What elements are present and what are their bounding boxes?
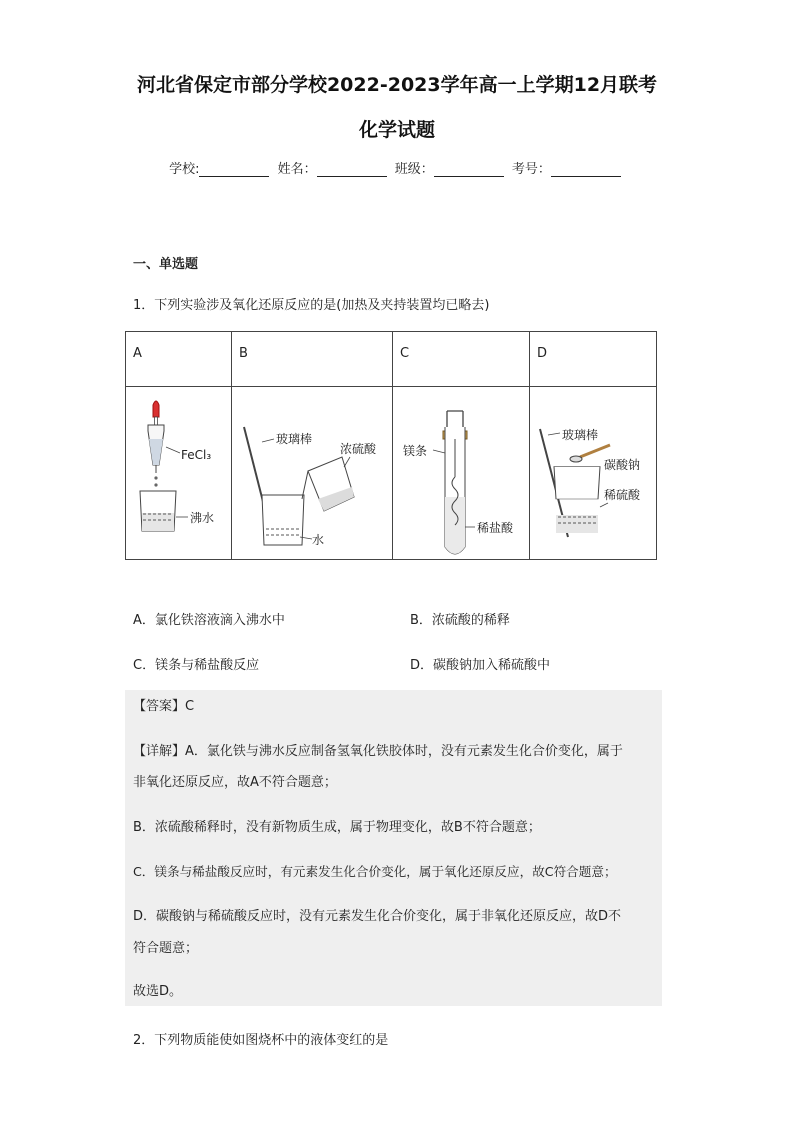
- label-magnesium-ribbon: 镁条: [403, 444, 428, 458]
- apparatus-table: [125, 331, 657, 560]
- header-cell-b: B: [232, 332, 393, 387]
- carbonate-acid-diagram: [530, 387, 656, 555]
- detail-line-7: 故选D。: [133, 984, 183, 999]
- dropper-beaker-diagram: [126, 387, 231, 555]
- label-water: 水: [312, 533, 325, 547]
- field-school-blank[interactable]: [199, 162, 269, 177]
- option-a[interactable]: A．氯化铁溶液滴入沸水中: [133, 613, 285, 628]
- option-b[interactable]: B．浓硫酸的稀释: [410, 613, 510, 628]
- field-number-label: 考号：: [511, 162, 551, 177]
- field-school-label: 学校:: [169, 162, 200, 177]
- option-c[interactable]: C．镁条与稀盐酸反应: [133, 658, 260, 673]
- detail-line-1: 【详解】A．氯化铁与沸水反应制备氢氧化铁胶体时，没有元素发生化合价变化，属于: [133, 744, 623, 759]
- detail-line-6: 符合题意；: [133, 941, 199, 956]
- figure-b: [232, 387, 393, 560]
- label-fecl3: FeCl₃: [181, 448, 212, 462]
- answer-line: 【答案】C: [133, 699, 195, 714]
- label-dilute-hcl: 稀盐酸: [477, 521, 514, 535]
- question1-stem: 1．下列实验涉及氧化还原反应的是(加热及夹持装置均已略去): [133, 298, 490, 313]
- dilution-diagram: [232, 387, 392, 555]
- detail-line-2: 非氧化还原反应，故A不符合题意；: [133, 775, 337, 790]
- option-d[interactable]: D．碳酸钠加入稀硫酸中: [410, 658, 551, 673]
- field-class-blank[interactable]: [434, 162, 504, 177]
- student-info-fields: [0, 158, 794, 177]
- question2-stem: 2．下列物质能使如图烧杯中的液体变红的是: [133, 1033, 389, 1048]
- detail-line-5: D．碳酸钠与稀硫酸反应时，没有元素发生化合价变化，属于非氧化还原反应，故D不: [133, 909, 622, 924]
- section-title: 一、单选题: [133, 257, 199, 272]
- label-boiling-water: 沸水: [190, 511, 215, 525]
- figure-c: [393, 387, 530, 560]
- label-glass-rod-d: 玻璃棒: [562, 428, 599, 442]
- field-class-label: 班级：: [394, 162, 434, 177]
- detail-line-4: C．镁条与稀盐酸反应时，有元素发生化合价变化，属于氧化还原反应，故C符合题意；: [133, 864, 617, 879]
- label-dilute-sulfuric-acid: 稀硫酸: [604, 488, 641, 502]
- label-glass-rod-b: 玻璃棒: [276, 432, 313, 446]
- exam-title-line2: 化学试题: [358, 119, 435, 141]
- header-cell-a: A: [126, 332, 232, 387]
- figure-a: [126, 387, 232, 560]
- exam-title-line1: 河北省保定市部分学校2022-2023学年高一上学期12月联考: [136, 74, 658, 96]
- header-cell-d: D: [530, 332, 657, 387]
- field-number-blank[interactable]: [551, 162, 621, 177]
- label-conc-sulfuric-acid: 浓硫酸: [340, 442, 377, 456]
- label-sodium-carbonate: 碳酸钠: [604, 458, 641, 472]
- test-tube-diagram: [393, 387, 529, 555]
- header-cell-c: C: [393, 332, 530, 387]
- field-name-label: 姓名：: [277, 162, 317, 177]
- field-name-blank[interactable]: [317, 162, 387, 177]
- figure-d: [530, 387, 657, 560]
- detail-line-3: B．浓硫酸稀释时，没有新物质生成，属于物理变化，故B不符合题意；: [133, 820, 541, 835]
